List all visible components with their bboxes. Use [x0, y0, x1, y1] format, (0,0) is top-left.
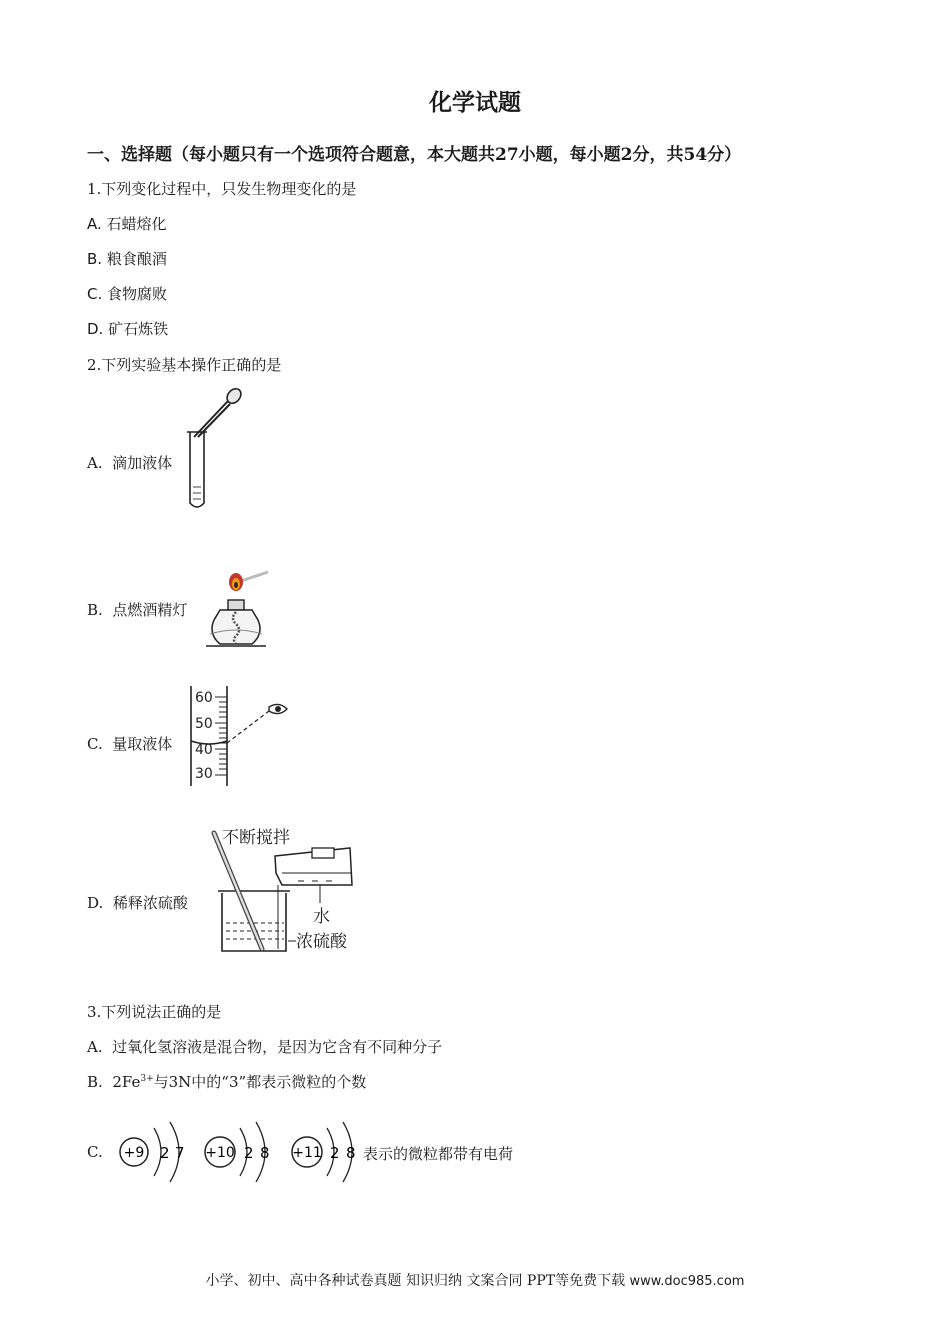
q1-option-d: D. 矿石炼铁 [87, 320, 169, 338]
q2-option-c: C. 量取液体 [87, 735, 173, 753]
atom-diagram-2 [205, 1122, 270, 1182]
q3-option-c-letter: C. [87, 1143, 103, 1161]
atom-structure-diagrams [114, 1118, 364, 1186]
atom-diagram-1 [120, 1122, 185, 1182]
graduated-cylinder-figure [185, 683, 295, 788]
label-water: 水 [313, 907, 330, 927]
question-1-stem: 1.下列变化过程中，只发生物理变化的是 [87, 180, 357, 198]
q2-option-b: B. 点燃酒精灯 [87, 601, 188, 619]
atom-3-shell-1: 2 [330, 1144, 340, 1162]
q3-option-b: B. $2Fe^{3+}$与3N中的“3”都表示微粒的个数 [87, 1073, 367, 1091]
q3-option-a: A. 过氧化氢溶液是混合物，是因为它含有不同种分子 [87, 1038, 443, 1056]
atom-2-shell-1: 2 [244, 1144, 254, 1162]
cylinder-tick-30: 30 [195, 766, 213, 782]
footer [0, 1270, 950, 1290]
page-title: 化学试题 [429, 89, 521, 116]
atom-2-nucleus: +10 [205, 1145, 235, 1161]
atom-1-shell-2: 7 [175, 1144, 185, 1162]
atom-1-nucleus: +9 [123, 1145, 145, 1161]
atom-1-shell-1: 2 [160, 1144, 170, 1162]
atom-diagram-3 [292, 1122, 356, 1182]
question-3-stem: 3.下列说法正确的是 [87, 1003, 222, 1021]
q2-option-a: A. 滴加液体 [87, 454, 173, 472]
q2-option-d: D. 稀释浓硫酸 [87, 894, 188, 912]
q1-option-b: B. 粮食酿酒 [87, 250, 167, 268]
q1-option-a: A. 石蜡熔化 [87, 215, 167, 233]
atom-3-nucleus: +11 [292, 1145, 322, 1161]
label-conc-acid: 浓硫酸 [296, 932, 347, 952]
q3-option-c-text: 表示的微粒都带有电荷 [363, 1145, 514, 1163]
footer-text: 小学、初中、高中各种试卷真题 知识归纳 文案合同 PPT等免费下载 [205, 1273, 626, 1289]
dilute-sulfuric-acid-figure [200, 823, 365, 958]
footer-url[interactable]: www.doc985.com [629, 1274, 745, 1289]
question-2-stem: 2.下列实验基本操作正确的是 [87, 356, 282, 374]
dropper-test-tube-figure [180, 385, 250, 515]
atom-3-shell-2: 8 [346, 1144, 356, 1162]
cylinder-tick-60: 60 [195, 690, 213, 706]
section-heading: 一、选择题（每小题只有一个选项符合题意，本大题共27小题，每小题2分，共54分） [87, 145, 742, 165]
atom-2-shell-2: 8 [260, 1144, 270, 1162]
label-stir: 不断搅拌 [222, 828, 290, 848]
cylinder-tick-50: 50 [195, 716, 213, 732]
alcohol-lamp-figure [196, 568, 276, 658]
q1-option-c: C. 食物腐败 [87, 285, 168, 303]
cylinder-tick-40: 40 [195, 742, 213, 758]
